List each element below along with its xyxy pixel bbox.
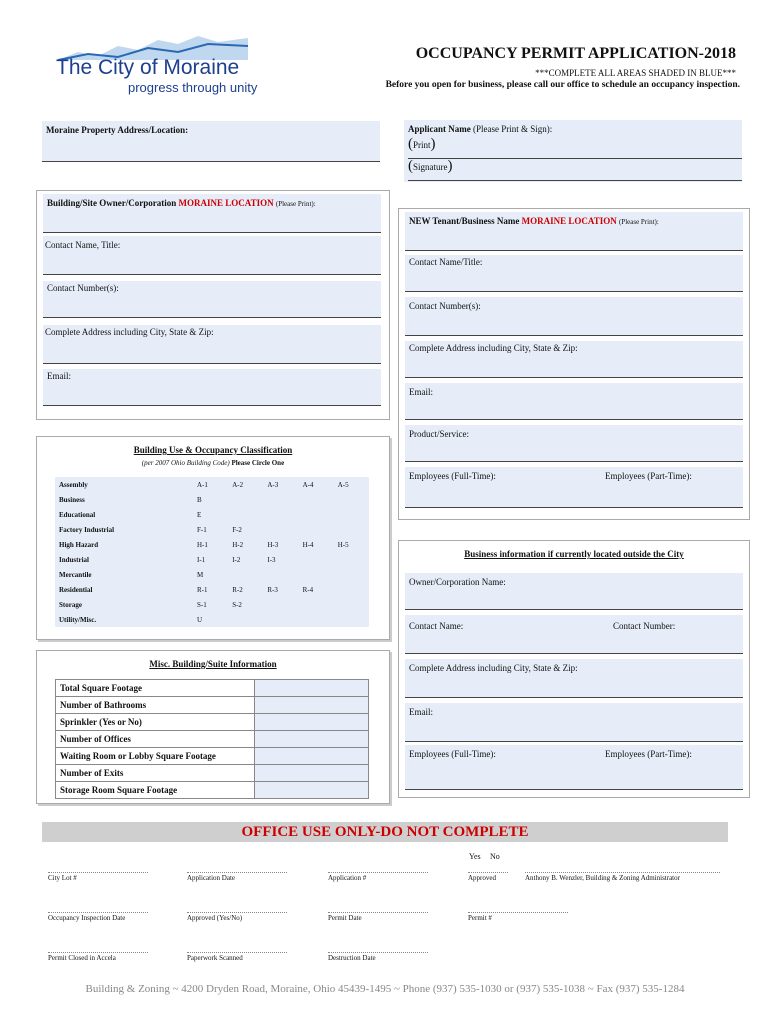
classification-name: High Hazard	[59, 540, 99, 549]
tenant-name-field[interactable]	[405, 212, 743, 251]
misc-label: Number of Exits	[56, 765, 255, 782]
classification-code	[263, 492, 298, 507]
tenant-name-label: NEW Tenant/Business Name MORAINE LOCATION (Please Print):	[409, 216, 659, 226]
classification-code[interactable]: U	[197, 615, 203, 624]
owner-name-label: Building/Site Owner/Corporation MORAINE LOCATION (Please Print):	[47, 198, 316, 208]
application-number-label: Application #	[328, 874, 367, 882]
classification-code[interactable]: R-4	[302, 585, 314, 594]
classification-code	[228, 492, 263, 507]
misc-label: Total Square Footage	[56, 680, 255, 697]
outside-emp-part-label: Employees (Part-Time):	[605, 749, 692, 759]
administrator-label: Anthony B. Wenzler, Building & Zoning Administrator	[525, 874, 680, 882]
classification-code	[263, 507, 298, 522]
classification-title: Building Use & Occupancy Classification	[133, 445, 293, 455]
classification-code[interactable]: A-1	[197, 480, 208, 489]
classification-code	[334, 582, 369, 597]
misc-value-field[interactable]	[255, 680, 369, 697]
outside-emp-full-label: Employees (Full-Time):	[409, 749, 496, 759]
classification-code[interactable]: A-2	[232, 480, 244, 489]
classification-code[interactable]: E	[197, 510, 202, 519]
signature-label: (Signature)	[408, 158, 453, 174]
tenant-email-label: Email:	[409, 387, 433, 397]
owner-contact-number-label: Contact Number(s):	[47, 283, 119, 293]
tenant-emp-full-label: Employees (Full-Time):	[409, 471, 496, 481]
classification-code	[334, 597, 369, 612]
classification-code	[299, 522, 334, 537]
classification-code[interactable]: R-1	[197, 585, 208, 594]
classification-row	[55, 612, 369, 627]
misc-value-field[interactable]	[255, 714, 369, 731]
outside-email-label: Email:	[409, 707, 433, 717]
classification-code	[263, 522, 298, 537]
classification-table	[55, 477, 369, 627]
occupancy-inspection-date-label: Occupancy Inspection Date	[48, 914, 126, 922]
office-use-banner	[42, 822, 728, 842]
classification-code[interactable]: H-3	[267, 540, 279, 549]
classification-code[interactable]: F-1	[197, 525, 207, 534]
classification-row	[55, 597, 369, 612]
misc-label: Number of Offices	[56, 731, 255, 748]
tenant-employees-field[interactable]	[405, 467, 743, 508]
classification-row	[55, 492, 369, 507]
classification-code	[334, 507, 369, 522]
classification-row	[55, 522, 369, 537]
office-use-fields	[0, 848, 770, 968]
misc-value-field[interactable]	[255, 782, 369, 799]
classification-code	[299, 507, 334, 522]
misc-title: Misc. Building/Suite Information	[149, 659, 277, 669]
misc-row	[56, 731, 369, 748]
permit-date-label: Permit Date	[328, 914, 362, 922]
no-label: No	[490, 852, 500, 861]
tenant-contact-number-label: Contact Number(s):	[409, 301, 481, 311]
misc-value-field[interactable]	[255, 748, 369, 765]
property-address-label: Moraine Property Address/Location:	[46, 125, 189, 135]
classification-name: Factory Industrial	[59, 525, 115, 534]
tenant-section	[398, 208, 750, 520]
tenant-product-label: Product/Service:	[409, 429, 469, 439]
misc-row	[56, 748, 369, 765]
classification-code	[299, 597, 334, 612]
classification-code[interactable]: R-2	[232, 585, 243, 594]
yes-label: Yes	[469, 852, 481, 861]
classification-code[interactable]: A-5	[337, 480, 349, 489]
classification-code	[263, 567, 298, 582]
misc-row	[56, 714, 369, 731]
classification-name: Utility/Misc.	[59, 615, 97, 624]
classification-code[interactable]: F-2	[232, 525, 242, 534]
notice: Before you open for business, please call our office to schedule an occupancy inspection.	[385, 80, 740, 90]
misc-value-field[interactable]	[255, 697, 369, 714]
permit-number-label: Permit #	[468, 914, 492, 922]
classification-name: Educational	[59, 510, 96, 519]
tenant-product-field[interactable]	[405, 425, 743, 462]
classification-row	[55, 582, 369, 597]
outside-section	[398, 540, 750, 798]
owner-contact-number-field[interactable]	[43, 281, 381, 318]
misc-row	[56, 782, 369, 799]
classification-code[interactable]: B	[197, 495, 202, 504]
paperwork-scanned-label: Paperwork Scanned	[187, 954, 243, 962]
classification-code	[228, 507, 263, 522]
tenant-contact-name-field[interactable]	[405, 255, 743, 292]
classification-code	[299, 552, 334, 567]
misc-table	[55, 679, 369, 799]
owner-email-label: Email:	[47, 371, 71, 381]
classification-section	[36, 436, 390, 640]
owner-contact-name-label: Contact Name, Title:	[45, 240, 121, 250]
logo-line1: The City of Moraine	[56, 56, 240, 79]
classification-code	[299, 612, 334, 627]
classification-code	[299, 567, 334, 582]
approved-label: Approved	[468, 874, 496, 882]
classification-code[interactable]: S-2	[232, 600, 242, 609]
classification-code[interactable]: A-4	[302, 480, 314, 489]
classification-code	[334, 492, 369, 507]
classification-code[interactable]: A-3	[267, 480, 279, 489]
misc-label: Storage Room Square Footage	[56, 782, 255, 799]
classification-code	[228, 567, 263, 582]
outside-owner-label: Owner/Corporation Name:	[409, 577, 506, 587]
outside-contact-field[interactable]	[405, 615, 743, 654]
classification-row	[55, 507, 369, 522]
classification-name: Business	[59, 495, 85, 504]
outside-contact-name-label: Contact Name:	[409, 621, 464, 631]
classification-name: Residential	[59, 585, 93, 594]
classification-code	[263, 597, 298, 612]
classification-subtitle: (per 2007 Ohio Building Code) Please Circle One	[141, 459, 285, 467]
applicant-field[interactable]	[404, 120, 742, 182]
owner-address-label: Complete Address including City, State & Zip:	[45, 327, 214, 337]
applicant-label: Applicant Name (Please Print & Sign):	[408, 124, 553, 134]
classification-code	[299, 492, 334, 507]
misc-label: Sprinkler (Yes or No)	[56, 714, 255, 731]
outside-employees-field[interactable]	[405, 745, 743, 790]
destruction-date-label: Destruction Date	[328, 954, 376, 962]
tenant-email-field[interactable]	[405, 383, 743, 420]
misc-section	[36, 650, 390, 804]
owner-email-field[interactable]	[43, 369, 381, 406]
classification-code[interactable]: I-3	[267, 555, 276, 564]
approved-yes-no-label: Approved (Yes/No)	[187, 914, 243, 922]
classification-code	[228, 612, 263, 627]
logo-line2: progress through unity	[128, 80, 258, 95]
outside-contact-number-label: Contact Number:	[613, 621, 676, 631]
classification-row	[55, 567, 369, 582]
office-use-title: OFFICE USE ONLY-DO NOT COMPLETE	[241, 824, 529, 840]
tenant-contact-number-field[interactable]	[405, 297, 743, 336]
application-date-label: Application Date	[187, 874, 236, 882]
owner-section	[36, 190, 390, 420]
classification-name: Mercantile	[59, 570, 92, 579]
classification-code[interactable]: H-1	[197, 540, 208, 549]
classification-row	[55, 537, 369, 552]
classification-code[interactable]: H-2	[232, 540, 244, 549]
misc-row	[56, 765, 369, 782]
outside-address-field[interactable]	[405, 659, 743, 698]
classification-name: Assembly	[59, 480, 88, 489]
city-lot-label: City Lot #	[48, 874, 77, 882]
tenant-contact-name-label: Contact Name/Title:	[409, 257, 483, 267]
classification-row	[55, 552, 369, 567]
classification-code	[334, 567, 369, 582]
classification-code	[334, 552, 369, 567]
misc-label: Number of Bathrooms	[56, 697, 255, 714]
classification-code[interactable]: M	[197, 570, 204, 579]
classification-code[interactable]: H-4	[302, 540, 314, 549]
owner-name-field[interactable]	[43, 194, 381, 233]
outside-title: Business information if currently located outside the City	[464, 549, 684, 559]
owner-address-field[interactable]	[43, 325, 381, 364]
print-label: (Print)	[408, 136, 436, 152]
permit-closed-label: Permit Closed in Accela	[48, 954, 116, 962]
outside-address-label: Complete Address including City, State & Zip:	[409, 663, 578, 673]
classification-code[interactable]: I-1	[197, 555, 206, 564]
misc-value-field[interactable]	[255, 731, 369, 748]
tenant-address-field[interactable]	[405, 341, 743, 378]
owner-contact-name-field[interactable]	[43, 236, 381, 275]
outside-owner-field[interactable]	[405, 573, 743, 610]
misc-row	[56, 680, 369, 697]
misc-label: Waiting Room or Lobby Square Footage	[56, 748, 255, 765]
outside-email-field[interactable]	[405, 703, 743, 742]
tenant-address-label: Complete Address including City, State & Zip:	[409, 343, 578, 353]
footer: Building & Zoning ~ 4200 Dryden Road, Moraine, Ohio 45439-1495 ~ Phone (937) 535-1030 or (937) 535-1038 ~ Fax (937) 535-1284	[85, 983, 685, 995]
classification-row	[55, 477, 369, 492]
classification-code	[334, 522, 369, 537]
classification-code[interactable]: H-5	[337, 540, 349, 549]
classification-code[interactable]: R-3	[267, 585, 278, 594]
page-title: OCCUPANCY PERMIT APPLICATION-2018	[415, 45, 736, 62]
page-subtitle: ***COMPLETE ALL AREAS SHADED IN BLUE***	[535, 68, 736, 78]
classification-code	[263, 612, 298, 627]
misc-value-field[interactable]	[255, 765, 369, 782]
city-logo	[48, 32, 278, 102]
tenant-emp-part-label: Employees (Part-Time):	[605, 471, 692, 481]
classification-code	[334, 612, 369, 627]
property-address-field[interactable]	[42, 121, 380, 162]
classification-code[interactable]: S-1	[197, 600, 207, 609]
classification-code[interactable]: I-2	[232, 555, 241, 564]
classification-name: Storage	[59, 600, 82, 609]
classification-name: Industrial	[59, 555, 89, 564]
misc-row	[56, 697, 369, 714]
